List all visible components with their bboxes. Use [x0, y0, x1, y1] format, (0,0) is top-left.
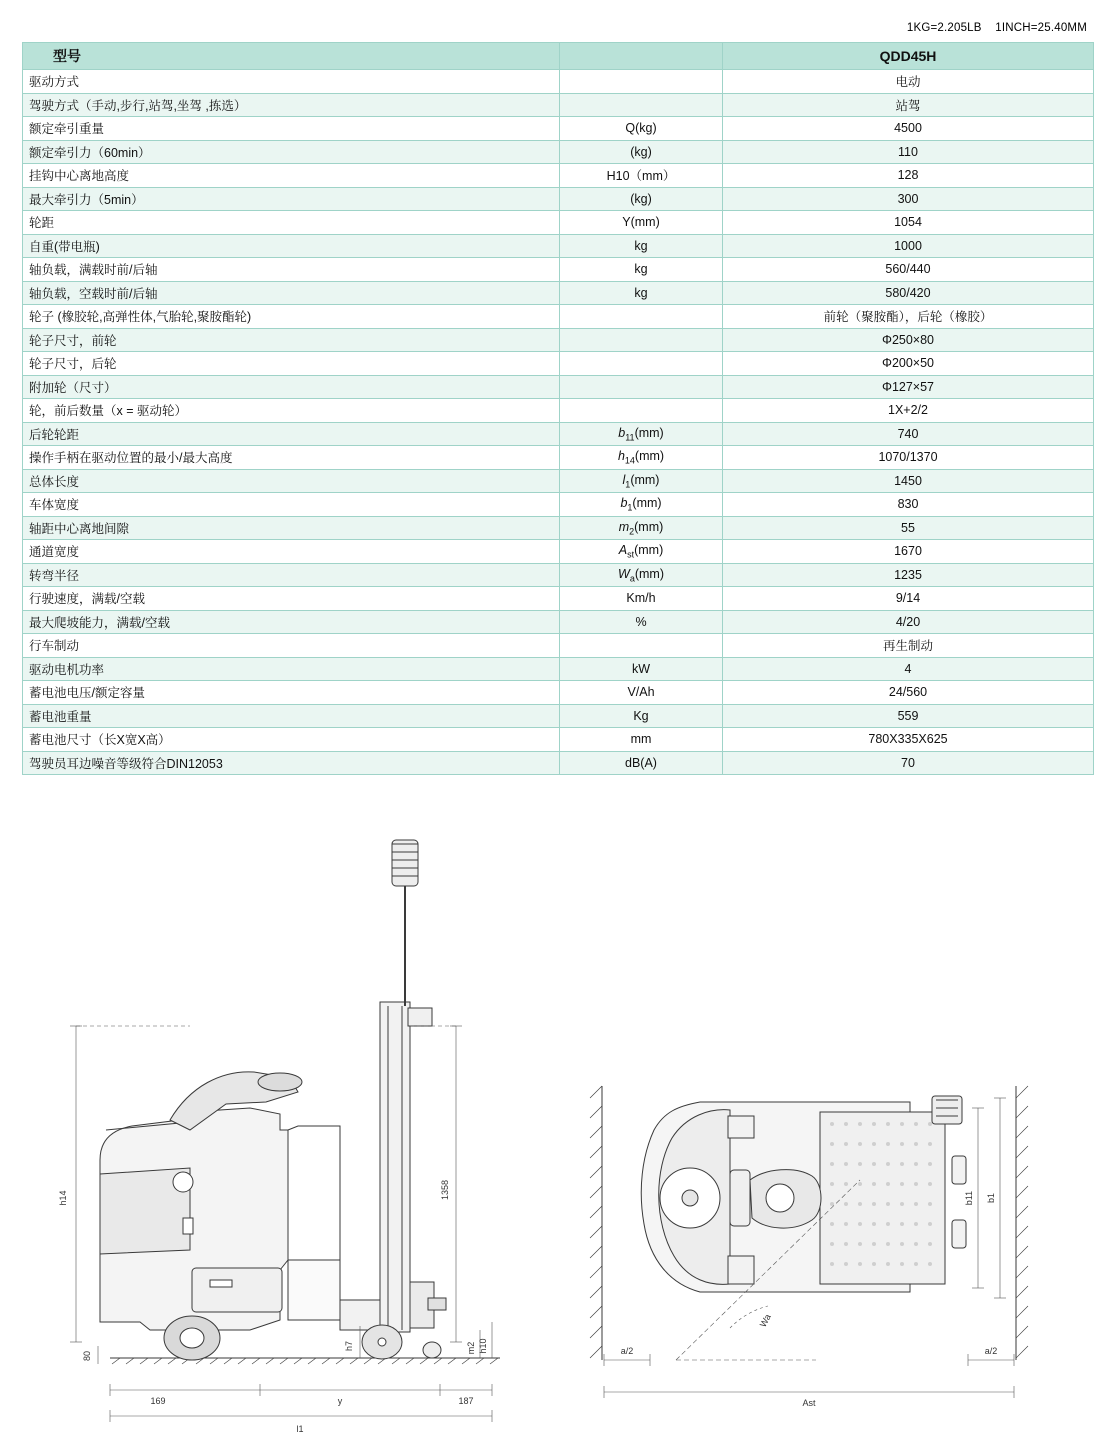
row-label: 附加轮（尺寸） — [23, 375, 560, 399]
table-row — [23, 516, 1094, 540]
table-row — [23, 563, 1094, 587]
row-label: 额定牵引力（60min） — [23, 140, 560, 164]
dim-b11: b11 — [964, 1190, 974, 1206]
row-value: 580/420 — [723, 281, 1094, 305]
row-unit: kg — [560, 234, 723, 258]
table-row — [23, 328, 1094, 352]
row-value: 559 — [723, 704, 1094, 728]
row-label: 轮子 (橡胶轮,高弹性体,气胎轮,聚胺酯轮) — [23, 305, 560, 329]
row-unit: Km/h — [560, 587, 723, 611]
row-unit: (kg) — [560, 187, 723, 211]
row-label: 轴距中心离地间隙 — [23, 516, 560, 540]
specification-table-wrapper — [22, 42, 1094, 775]
table-row — [23, 375, 1094, 399]
row-unit: $b_{11}(mm)$ — [560, 422, 723, 446]
row-value: 24/560 — [723, 681, 1094, 705]
table-row — [23, 234, 1094, 258]
row-unit — [560, 375, 723, 399]
table-row — [23, 728, 1094, 752]
row-label: 驱动电机功率 — [23, 657, 560, 681]
row-label: 转弯半径 — [23, 563, 560, 587]
row-value: 780X335X625 — [723, 728, 1094, 752]
table-row — [23, 117, 1094, 141]
table-row — [23, 469, 1094, 493]
row-label: 驱动方式 — [23, 70, 560, 94]
unit-conversion-note: 1KG=2.205LB 1INCH=25.40MM — [906, 22, 1087, 34]
row-value: 再生制动 — [723, 634, 1094, 658]
row-label: 自重(带电瓶) — [23, 234, 560, 258]
row-unit — [560, 305, 723, 329]
row-unit: $A_{st}(mm)$ — [560, 540, 723, 564]
dim-169: 169 — [150, 1396, 166, 1406]
row-value: 560/440 — [723, 258, 1094, 282]
dim-80: 80 — [82, 1350, 92, 1362]
header-unit — [560, 43, 723, 70]
row-label: 最大爬坡能力，满载/空载 — [23, 610, 560, 634]
dim-187: 187 — [458, 1396, 474, 1406]
row-value: 1235 — [723, 563, 1094, 587]
row-label: 操作手柄在驱动位置的最小/最大高度 — [23, 446, 560, 470]
row-unit — [560, 352, 723, 376]
dim-l1: l1 — [296, 1424, 304, 1434]
table-row — [23, 540, 1094, 564]
row-value: Φ200×50 — [723, 352, 1094, 376]
row-unit: Kg — [560, 704, 723, 728]
row-value: 110 — [723, 140, 1094, 164]
header-model: QDD45H — [723, 43, 1094, 70]
row-unit: $h_{14}(mm)$ — [560, 446, 723, 470]
row-label: 轮距 — [23, 211, 560, 235]
row-unit — [560, 634, 723, 658]
table-row — [23, 305, 1094, 329]
row-unit: Q(kg) — [560, 117, 723, 141]
dim-h7: h7 — [344, 1340, 354, 1352]
table-row — [23, 70, 1094, 94]
row-value: Φ250×80 — [723, 328, 1094, 352]
row-value: 830 — [723, 493, 1094, 517]
row-value: 站驾 — [723, 93, 1094, 117]
row-value: 1054 — [723, 211, 1094, 235]
row-label: 通道宽度 — [23, 540, 560, 564]
table-row — [23, 610, 1094, 634]
row-unit: $W_a(mm)$ — [560, 563, 723, 587]
row-label: 车体宽度 — [23, 493, 560, 517]
row-value: 300 — [723, 187, 1094, 211]
row-value: Φ127×57 — [723, 375, 1094, 399]
row-value: 55 — [723, 516, 1094, 540]
table-row — [23, 587, 1094, 611]
row-label: 蓄电池尺寸（长X宽X高） — [23, 728, 560, 752]
table-row — [23, 187, 1094, 211]
row-label: 轮，前后数量（x = 驱动轮） — [23, 399, 560, 423]
row-unit: Y(mm) — [560, 211, 723, 235]
row-label: 额定牵引重量 — [23, 117, 560, 141]
row-label: 蓄电池重量 — [23, 704, 560, 728]
row-value: 4/20 — [723, 610, 1094, 634]
side-view-drawing — [40, 830, 560, 1440]
table-row — [23, 164, 1094, 188]
row-unit — [560, 70, 723, 94]
row-label: 行驶速度，满载/空载 — [23, 587, 560, 611]
row-value: 4500 — [723, 117, 1094, 141]
row-value: 1000 — [723, 234, 1094, 258]
row-label: 轮子尺寸，后轮 — [23, 352, 560, 376]
row-unit: $l_1(mm)$ — [560, 469, 723, 493]
row-unit — [560, 399, 723, 423]
row-unit — [560, 93, 723, 117]
dim-a2-left: a/2 — [620, 1346, 634, 1356]
table-row — [23, 704, 1094, 728]
row-label: 挂钩中心离地高度 — [23, 164, 560, 188]
row-value: 740 — [723, 422, 1094, 446]
dim-b1: b1 — [986, 1192, 996, 1204]
row-unit: kW — [560, 657, 723, 681]
row-label: 轮子尺寸，前轮 — [23, 328, 560, 352]
row-label: 总体长度 — [23, 469, 560, 493]
dim-wa: Wa — [757, 1312, 773, 1329]
row-unit: kg — [560, 258, 723, 282]
row-unit: $b_1(mm)$ — [560, 493, 723, 517]
dim-h10: h10 — [478, 1338, 488, 1354]
dim-y: y — [337, 1396, 343, 1406]
row-label: 驾驶员耳边噪音等级符合DIN12053 — [23, 751, 560, 775]
dim-a2-right: a/2 — [984, 1346, 998, 1356]
table-row — [23, 657, 1094, 681]
row-value: 70 — [723, 751, 1094, 775]
table-row — [23, 681, 1094, 705]
row-unit: V/Ah — [560, 681, 723, 705]
row-label: 驾驶方式（手动,步行,站驾,坐驾 ,拣选） — [23, 93, 560, 117]
top-view-drawing — [580, 1060, 1090, 1440]
row-label: 轴负载，空载时前/后轴 — [23, 281, 560, 305]
table-row — [23, 634, 1094, 658]
table-row — [23, 258, 1094, 282]
table-row — [23, 140, 1094, 164]
row-label: 后轮轮距 — [23, 422, 560, 446]
row-unit: mm — [560, 728, 723, 752]
table-row — [23, 422, 1094, 446]
dim-ast: Ast — [802, 1398, 816, 1408]
dim-1358: 1358 — [440, 1179, 450, 1201]
header-label: 型号 — [23, 43, 560, 70]
dim-h14: h14 — [58, 1190, 68, 1206]
row-value: 1450 — [723, 469, 1094, 493]
table-row — [23, 399, 1094, 423]
row-value: 1670 — [723, 540, 1094, 564]
table-header-row — [23, 43, 1094, 70]
specification-table — [22, 42, 1094, 775]
row-value: 128 — [723, 164, 1094, 188]
table-row — [23, 211, 1094, 235]
dim-m2: m2 — [466, 1341, 476, 1355]
row-label: 行车制动 — [23, 634, 560, 658]
row-unit: kg — [560, 281, 723, 305]
row-value: 1070/1370 — [723, 446, 1094, 470]
row-unit: $m_2(mm)$ — [560, 516, 723, 540]
row-value: 9/14 — [723, 587, 1094, 611]
table-row — [23, 281, 1094, 305]
table-row — [23, 352, 1094, 376]
row-value: 电动 — [723, 70, 1094, 94]
row-unit: % — [560, 610, 723, 634]
table-row — [23, 751, 1094, 775]
row-value: 4 — [723, 657, 1094, 681]
row-value: 前轮（聚胺酯），后轮（橡胶） — [723, 305, 1094, 329]
row-unit: dB(A) — [560, 751, 723, 775]
row-unit — [560, 328, 723, 352]
row-label: 轴负载，满载时前/后轴 — [23, 258, 560, 282]
table-row — [23, 446, 1094, 470]
table-row — [23, 93, 1094, 117]
row-unit: H10（mm） — [560, 164, 723, 188]
row-label: 最大牵引力（5min） — [23, 187, 560, 211]
row-value: 1X+2/2 — [723, 399, 1094, 423]
row-label: 蓄电池电压/额定容量 — [23, 681, 560, 705]
row-unit: (kg) — [560, 140, 723, 164]
table-row — [23, 493, 1094, 517]
